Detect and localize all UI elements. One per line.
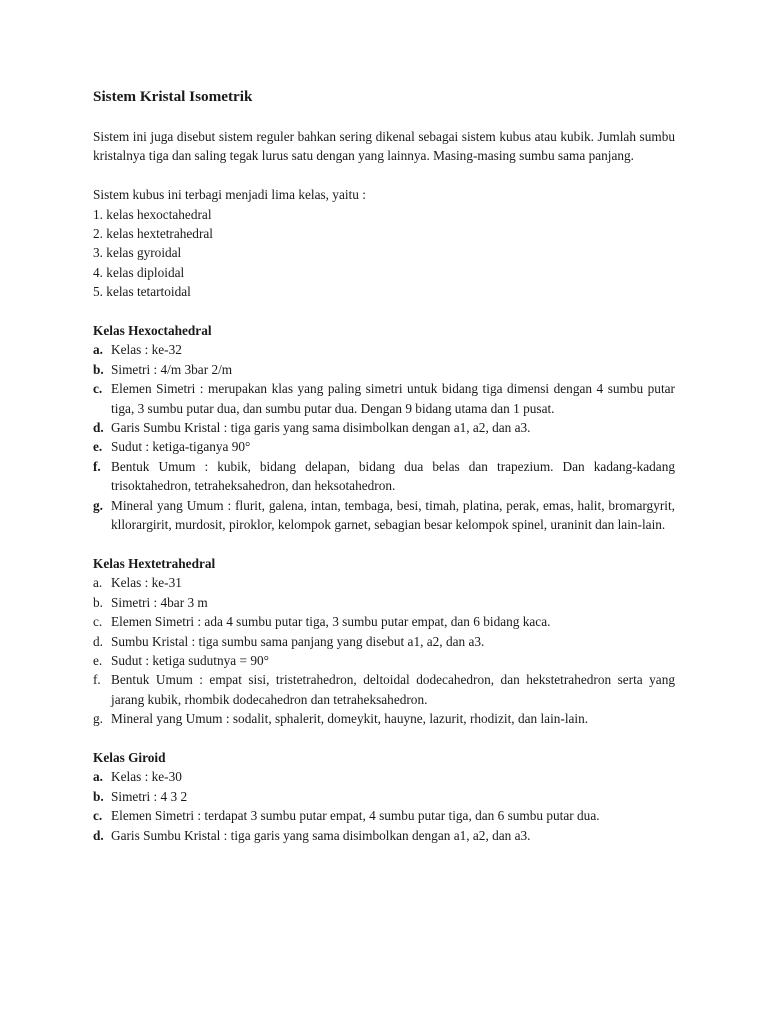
list-item-text: Garis Sumbu Kristal : tiga garis yang sama disimbolkan dengan a1, a2, dan a3. [111,827,531,843]
list-item [93,612,675,631]
list-item: 2. kelas hextetrahedral [93,226,213,242]
list-marker: g. [93,497,103,513]
list-item [93,340,675,359]
list-marker: e. [93,652,103,668]
list-item: 4. kelas diploidal [93,264,185,280]
document-title: Sistem Kristal Isometrik [93,88,253,105]
list-item: 3. kelas gyroidal [93,245,182,261]
list-item [93,379,675,418]
list-marker: e. [93,439,103,455]
list-marker: d. [93,633,103,649]
list-item [93,437,675,456]
list-item [93,787,675,806]
list-item-text: Mineral yang Umum : flurit, galena, intan, tembaga, besi, timah, platina, perak, emas, halit, bromargyrit, kllorargirit, murdosit, piroklor, kelompok garnet, sebagian besar kelompok spinel, uraninit dan lain-lain. [111,497,675,533]
list-item-text: Elemen Simetri : merupakan klas yang paling simetri untuk bidang tiga dimensi dengan 4 sumbu putar tiga, 3 sumbu putar dua, dan sumbu putar dua. Dengan 9 bidang utama dan 1 pusat. [111,381,675,416]
list-item-text: Mineral yang Umum : sodalit, sphalerit, domeykit, hauyne, lazurit, rhodizit, dan lain-lain. [111,711,589,727]
list-marker: a. [93,575,103,591]
list-marker: c. [93,381,103,397]
list-item: 5. kelas tetartoidal [93,284,191,300]
intro-paragraph: Sistem ini juga disebut sistem reguler bahkan sering dikenal sebagai sistem kubus atau kubik. Jumlah sumbu kristalnya tiga dan saling tegak lurus satu dengan yang lainnya. Masing-masing sumbu sama panjang. [93,129,675,164]
list-item [93,806,675,825]
list-item-text: Kelas : ke-30 [111,769,182,785]
list-marker: f. [93,672,101,688]
list-item-text: Kelas : ke-32 [111,342,182,358]
list-item-text: Bentuk Umum : empat sisi, tristetrahedron, deltoidal dodecahedron, dan hekstetrahedron serta yang jarang kubik, rhombik dodecahedron dan tetraheksahedron. [111,672,675,707]
list-item-text: Simetri : 4bar 3 m [111,594,208,610]
list-item [93,632,675,651]
list-item [93,670,675,709]
section-heading: Kelas Giroid [93,749,166,765]
list-item-text: Kelas : ke-31 [111,575,182,591]
list-item [93,360,675,379]
list-marker: a. [93,342,103,358]
list-item [93,709,675,728]
list-marker: b. [93,594,103,610]
list-marker: b. [93,788,104,804]
list-item [93,593,675,612]
list-item [93,767,675,786]
list-item [93,457,675,496]
list-item-text: Simetri : 4/m 3bar 2/m [111,361,233,377]
list-item-text: Sumbu Kristal : tiga sumbu sama panjang yang disebut a1, a2, dan a3. [111,633,485,649]
section-giroid [93,748,675,845]
list-marker: g. [93,711,103,727]
list-item [93,651,675,670]
list-marker: d. [93,420,104,436]
list-marker: a. [93,769,103,785]
section-heading: Kelas Hextetrahedral [93,555,216,571]
list-item [93,826,675,845]
list-item-text: Sudut : ketiga sudutnya = 90° [111,652,269,668]
list-item [93,496,675,535]
list-marker: c. [93,808,103,824]
list-marker: d. [93,827,104,843]
list-item-text: Simetri : 4 3 2 [111,788,188,804]
list-item-text: Garis Sumbu Kristal : tiga garis yang sama disimbolkan dengan a1, a2, dan a3. [111,420,531,436]
list-item [93,418,675,437]
list-item-text: Bentuk Umum : kubik, bidang delapan, bidang dua belas dan trapezium. Dan kadang-kadang trisoktahedron, tetraheksahedron, dan heksotahedron. [111,458,675,494]
list-item-text: Elemen Simetri : terdapat 3 sumbu putar empat, 4 sumbu putar tiga, dan 6 sumbu putar dua. [111,808,600,824]
classes-list [93,205,675,302]
section-hexoctahedral [93,321,675,534]
list-item [93,573,675,592]
list-marker: f. [93,458,101,474]
list-marker: b. [93,361,104,377]
section-hextetrahedral [93,554,675,729]
list-item-text: Sudut : ketiga-tiganya 90° [111,439,251,455]
list-item: 1. kelas hexoctahedral [93,206,212,222]
section-heading: Kelas Hexoctahedral [93,323,212,339]
list-item-text: Elemen Simetri : ada 4 sumbu putar tiga, 3 sumbu putar empat, dan 6 bidang kaca. [111,614,551,630]
list-marker: c. [93,614,103,630]
classes-intro: Sistem kubus ini terbagi menjadi lima kelas, yaitu : [93,187,366,203]
